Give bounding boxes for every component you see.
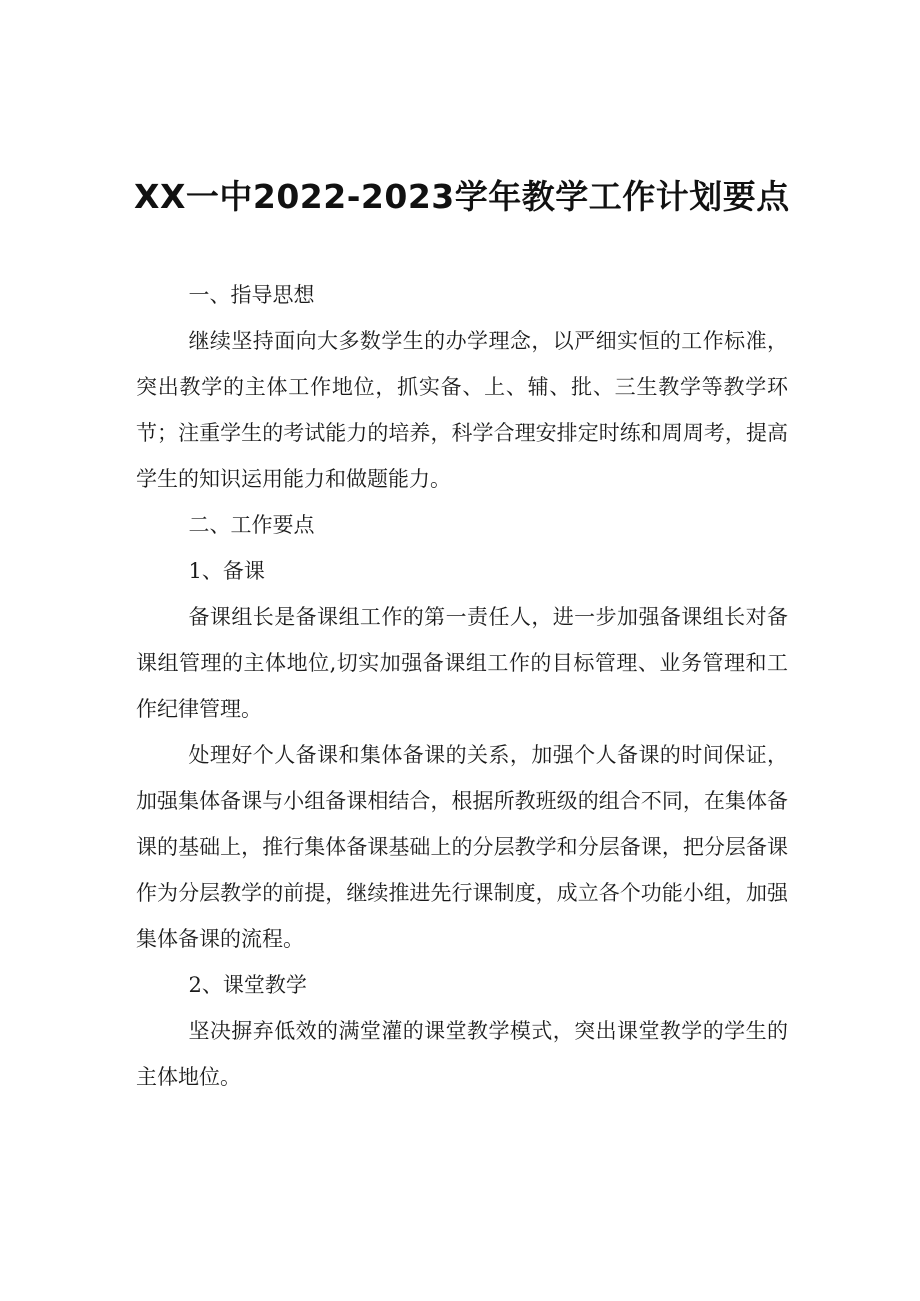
paragraph-lesson-prep-leader: 备课组长是备课组工作的第一责任人，进一步加强备课组长对备课组管理的主体地位,切实加强备课组工作的目标管理、业务管理和工作纪律管理。 — [136, 605, 788, 721]
heading-guiding-ideology: 一、指导思想 — [188, 283, 315, 307]
paragraph-classroom-teaching: 坚决摒弃低效的满堂灌的课堂教学模式，突出课堂教学的学生的主体地位。 — [136, 1019, 788, 1089]
paragraph-lesson-prep-collective: 处理好个人备课和集体备课的关系，加强个人备课的时间保证，加强集体备课与小组备课相结合，根据所教班级的组合不同，在集体备课的基础上，推行集体备课基础上的分层教学和分层备课，把分层备课作为分层教学的前提，继续推进先行课制度，成立各个功能小组，加强集体备课的流程。 — [136, 743, 788, 951]
paragraph-guiding-ideology: 继续坚持面向大多数学生的办学理念，以严细实恒的工作标准，突出教学的主体工作地位，抓实备、上、辅、批、三生教学等教学环节；注重学生的考试能力的培养，科学合理安排定时练和周周考，提高学生的知识运用能力和做题能力。 — [136, 329, 788, 491]
heading-work-points: 二、工作要点 — [188, 513, 315, 537]
document-body — [136, 272, 788, 1100]
document-title: XX一中2022-2023学年教学工作计划要点 — [134, 177, 790, 216]
subheading-lesson-prep: 1、备课 — [188, 559, 265, 583]
subheading-classroom-teaching: 2、课堂教学 — [188, 973, 307, 997]
